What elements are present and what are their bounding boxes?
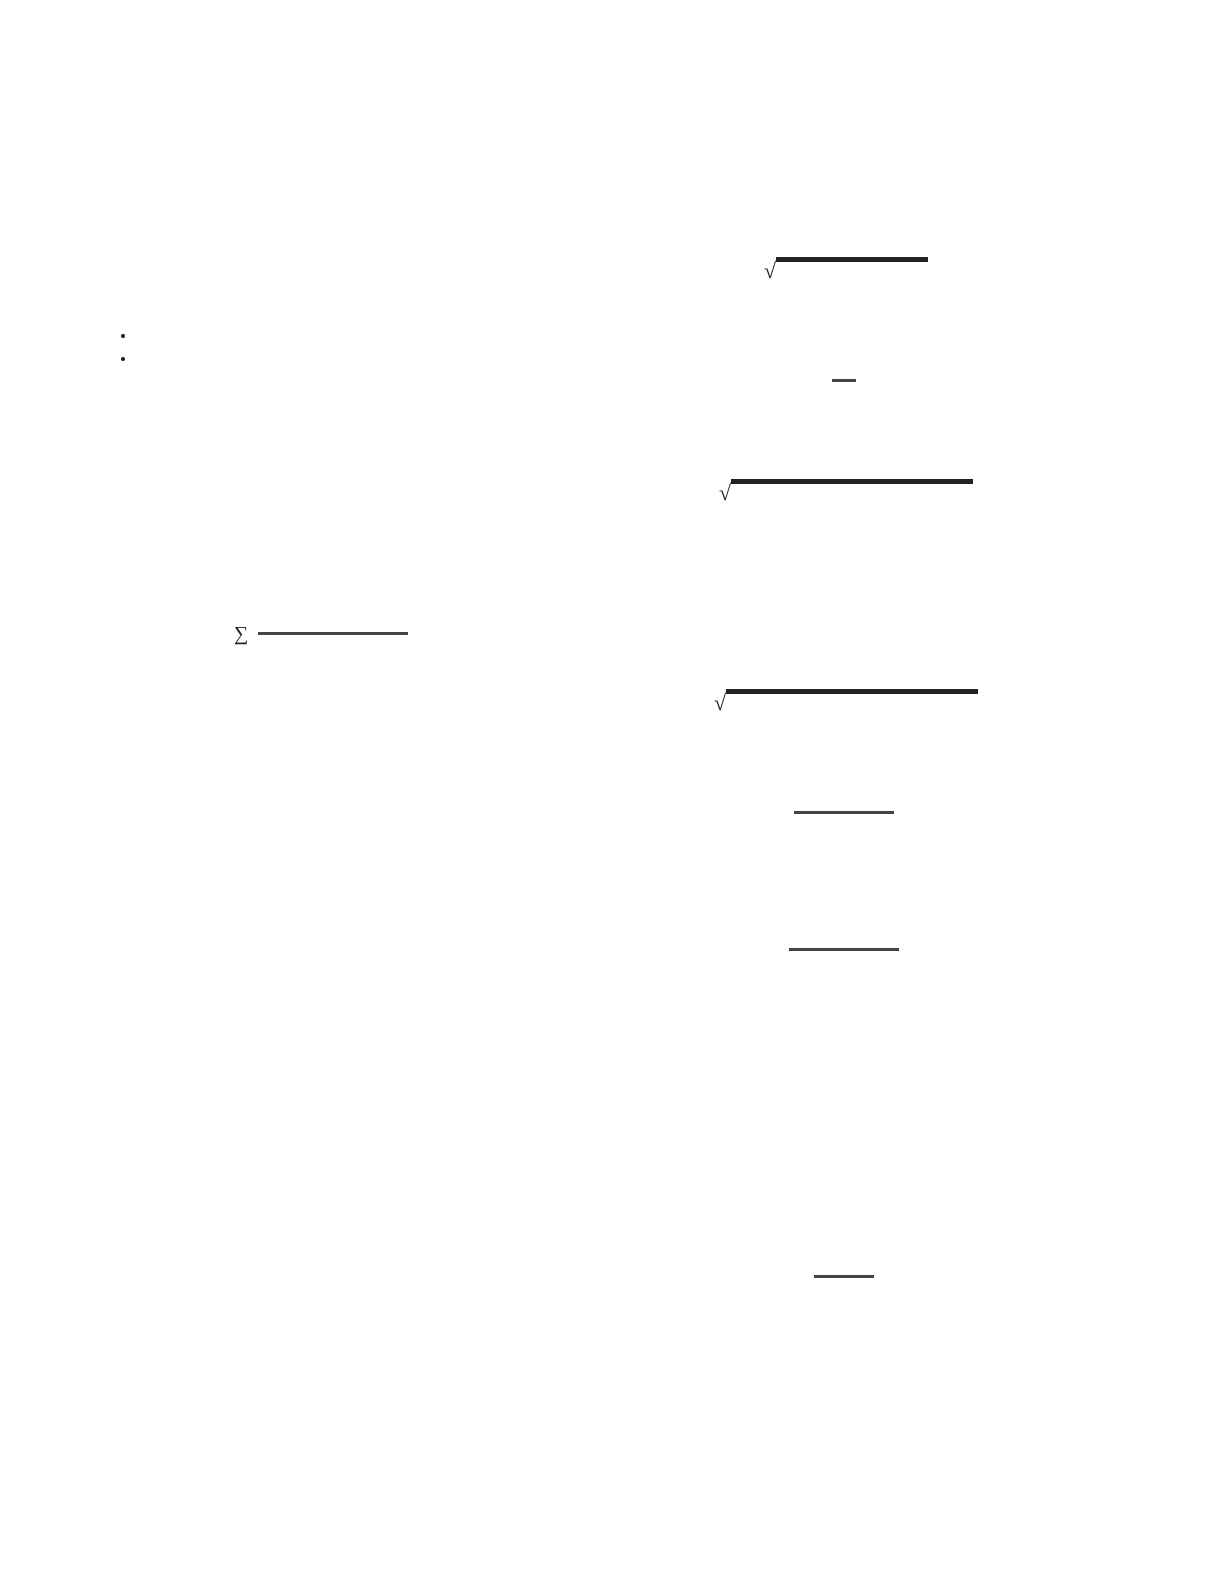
fraction-numerator: [840, 932, 848, 948]
square-root: √: [764, 257, 928, 282]
equation-label: [636, 217, 1118, 241]
fraction-denominator: [840, 814, 848, 830]
paragraph: [96, 532, 596, 556]
radicand: [726, 689, 978, 714]
fraction-numerator: [840, 1259, 848, 1275]
paragraph: [96, 488, 596, 512]
display-equation: [618, 1141, 1118, 1191]
equation-label: [636, 1008, 1118, 1032]
section-heading: [96, 465, 596, 489]
section-heading: [96, 136, 596, 160]
paragraph: [96, 253, 596, 277]
paragraph: [96, 669, 596, 693]
equation-fraction: [814, 1259, 874, 1294]
equation-fraction: [832, 363, 856, 398]
paragraph: [618, 1195, 1118, 1219]
display-equation: [618, 782, 1118, 844]
display-equation: [618, 1246, 1118, 1308]
section-heading: [96, 418, 596, 442]
radicand: [776, 257, 928, 282]
equation-label: [636, 754, 1118, 778]
running-head: [96, 48, 1116, 68]
summation-symbol: ∑: [233, 622, 249, 645]
fraction-denominator: [840, 382, 848, 398]
display-equation: [618, 350, 1118, 412]
list-item: [136, 324, 596, 348]
paragraph: [96, 394, 596, 418]
equation-label: [636, 649, 1118, 673]
equation-label: [636, 322, 1118, 346]
bullet-list: [96, 324, 596, 371]
display-equation: [618, 467, 1118, 517]
paragraph: [618, 521, 1118, 545]
display-equation: [618, 677, 1118, 727]
equation-label: [636, 544, 1118, 568]
radicand: [731, 479, 973, 504]
paragraph: [618, 731, 1118, 755]
paragraph: [96, 159, 596, 183]
fraction-denominator: [329, 635, 337, 651]
section-heading: [96, 277, 596, 301]
paragraph: [96, 206, 596, 230]
fraction-numerator: [840, 363, 848, 379]
paragraph: [96, 441, 596, 465]
equation-fraction: [258, 616, 408, 651]
section-heading: [96, 183, 596, 207]
equation-fraction: [789, 932, 899, 967]
paragraph: [618, 626, 1118, 650]
equation-label: [636, 112, 1118, 136]
left-column: [96, 112, 596, 1532]
equation-fraction: [794, 795, 894, 830]
paragraph: [618, 985, 1118, 1009]
fraction-numerator: [840, 795, 848, 811]
display-equation: [618, 919, 1118, 981]
paragraph: [618, 299, 1118, 323]
display-equation: [618, 245, 1118, 295]
equation-label: [636, 891, 1118, 915]
paragraph: [618, 1090, 1118, 1114]
paragraph: [96, 300, 596, 324]
square-root: √: [714, 689, 978, 714]
section-heading: [96, 371, 596, 395]
equation-label: [636, 1218, 1118, 1242]
display-equation: [618, 572, 1118, 622]
right-column: [618, 112, 1118, 1532]
paragraph: [618, 416, 1118, 440]
display-equation: [618, 1036, 1118, 1086]
fraction-numerator: [329, 616, 337, 632]
display-equation: [96, 603, 596, 665]
section-heading: [96, 230, 596, 254]
paragraph: [96, 112, 596, 136]
display-equation: [618, 140, 1118, 190]
list-item: [136, 347, 596, 371]
paragraph: [618, 848, 1118, 872]
fraction-denominator: [840, 951, 848, 967]
equation-label: [636, 1113, 1118, 1137]
equation-label: [636, 439, 1118, 463]
fraction-denominator: [840, 1278, 848, 1294]
square-root: √: [719, 479, 973, 504]
equation-label: [114, 575, 596, 599]
paragraph: [618, 194, 1118, 218]
